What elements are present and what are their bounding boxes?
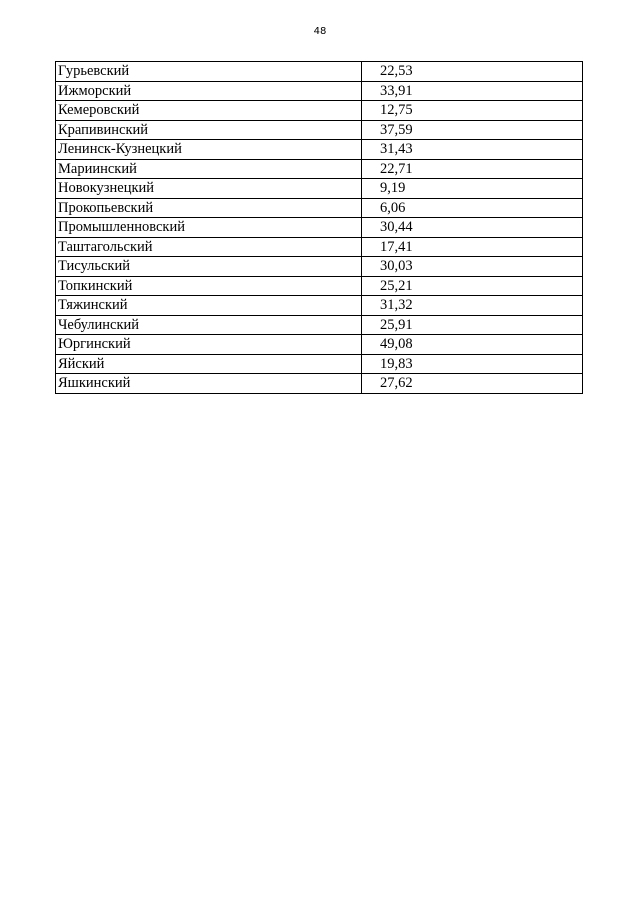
district-value-cell: 19,83 [362,354,583,374]
district-value-cell: 25,21 [362,276,583,296]
district-name-cell: Юргинский [56,335,362,355]
district-name-cell: Гурьевский [56,62,362,82]
district-name-cell: Промышленновский [56,218,362,238]
table-row [56,374,583,394]
table-row [56,159,583,179]
table-row [56,81,583,101]
district-name-cell: Яйский [56,354,362,374]
table-row [56,218,583,238]
district-name-cell: Таштагольский [56,237,362,257]
district-name-cell: Мариинский [56,159,362,179]
district-value-cell: 30,44 [362,218,583,238]
district-name-cell: Яшкинский [56,374,362,394]
table-row [56,237,583,257]
district-value-cell: 33,91 [362,81,583,101]
table-row [56,101,583,121]
district-name-cell: Прокопьевский [56,198,362,218]
district-name-cell: Тисульский [56,257,362,277]
table-row [56,179,583,199]
table-row [56,120,583,140]
district-value-cell: 17,41 [362,237,583,257]
district-value-cell: 12,75 [362,101,583,121]
district-value-cell: 31,43 [362,140,583,160]
district-name-cell: Тяжинский [56,296,362,316]
district-name-cell: Чебулинский [56,315,362,335]
district-table [55,61,583,394]
table-row [56,257,583,277]
district-name-cell: Топкинский [56,276,362,296]
table-row [56,315,583,335]
district-value-cell: 49,08 [362,335,583,355]
district-value-cell: 22,53 [362,62,583,82]
table-row [56,140,583,160]
district-name-cell: Новокузнецкий [56,179,362,199]
district-name-cell: Ижморский [56,81,362,101]
table-row [56,335,583,355]
district-name-cell: Крапивинский [56,120,362,140]
district-value-cell: 6,06 [362,198,583,218]
district-value-cell: 31,32 [362,296,583,316]
district-value-cell: 27,62 [362,374,583,394]
table-row [56,198,583,218]
district-table-body [56,62,583,394]
district-name-cell: Ленинск-Кузнецкий [56,140,362,160]
district-value-cell: 37,59 [362,120,583,140]
district-name-cell: Кемеровский [56,101,362,121]
district-value-cell: 25,91 [362,315,583,335]
district-value-cell: 9,19 [362,179,583,199]
table-row [56,276,583,296]
district-value-cell: 30,03 [362,257,583,277]
page-number: 48 [313,26,327,37]
table-row [56,296,583,316]
table-row [56,354,583,374]
district-value-cell: 22,71 [362,159,583,179]
table-row [56,62,583,82]
